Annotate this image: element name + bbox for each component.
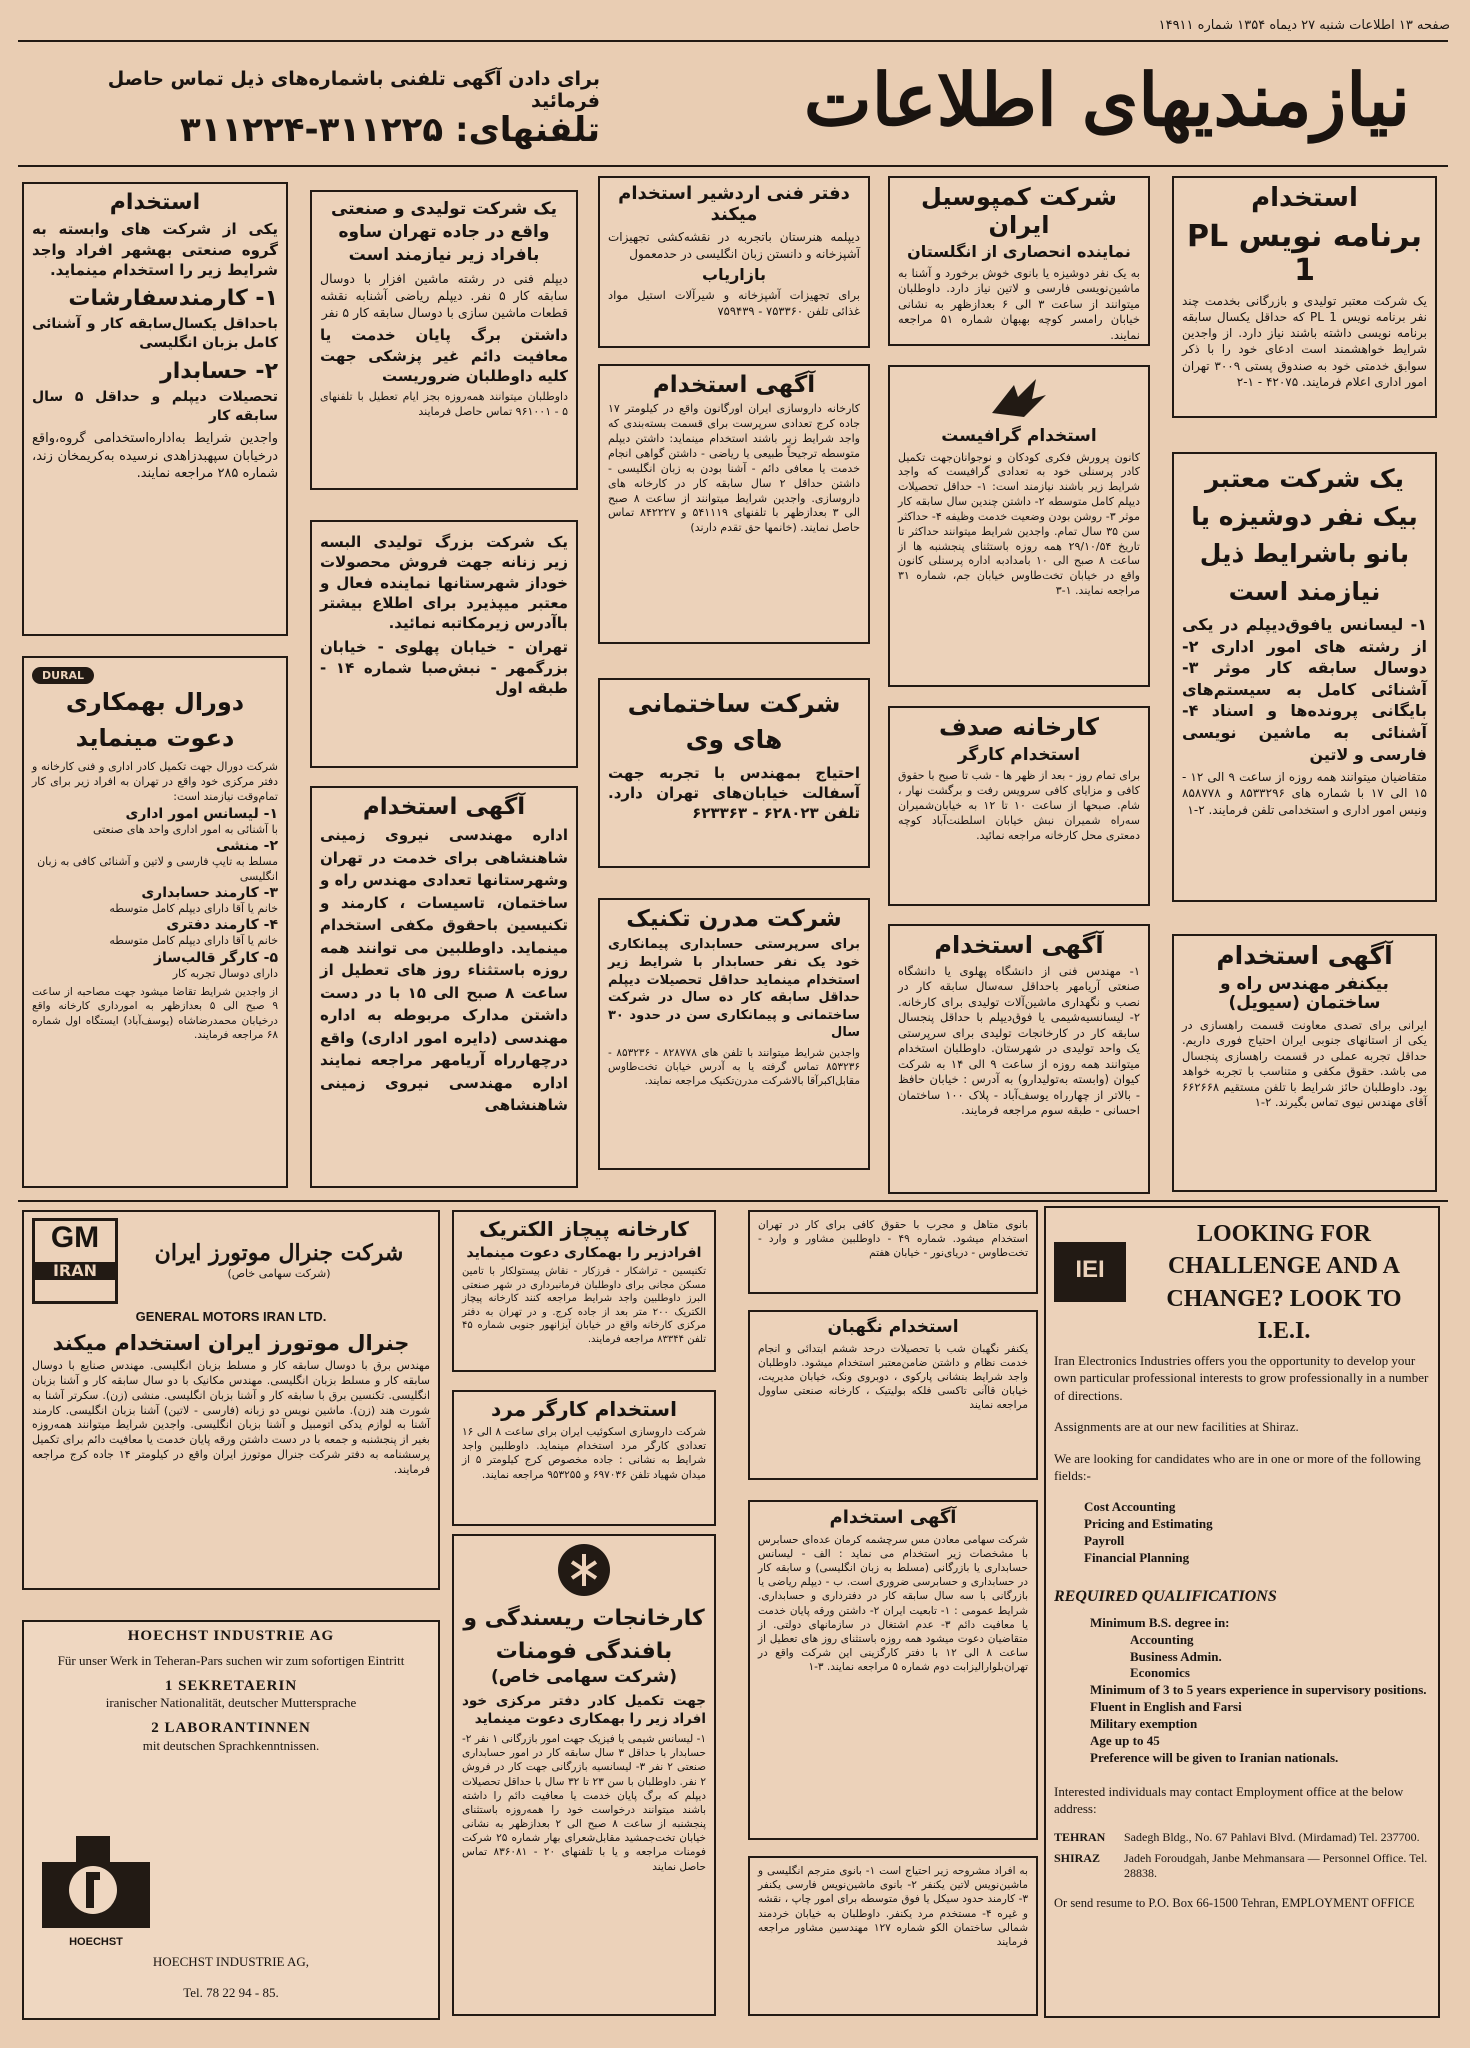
ad-general-motors-iran xyxy=(22,1210,440,1590)
iei-requirements xyxy=(1090,1615,1430,1767)
list-item: ۴- کارمند دفتری xyxy=(166,917,278,934)
ad-subtitle: نماینده انحصاری از انگلستان xyxy=(907,242,1131,262)
ad-intro: جهت تکمیل کادر دفتر مرکزی خود افراد زیر را بهمکاری دعوت مینماید xyxy=(462,1692,706,1727)
list-item: ۵- کارگر قالب‌ساز xyxy=(154,949,278,966)
ad-title: آگهی استخدام xyxy=(1216,941,1393,970)
ad-subtitle: بیکنفر مهندس راه و ساختمان (سیویل) xyxy=(1220,973,1389,1014)
gm-brand-sub: (شرکت سهامی خاص) xyxy=(227,1266,331,1280)
ad-body: بانوی متاهل و مجرب با حقوق کافی برای کار در تهران استخدام میشود. شماره ۴۹ - داوطلبین مشاور و وارد - تخت‌طاوس - دریای‌نور - خیابان هفتم xyxy=(758,1219,1028,1260)
requirement-item: Economics xyxy=(1130,1665,1190,1681)
iei-logo: IEI xyxy=(1054,1242,1126,1302)
list-item: خانم یا آقا دارای دیپلم کامل متوسطه xyxy=(109,901,278,915)
running-header: صفحه ۱۳ اطلاعات شنبه ۲۷ دیماه ۱۳۵۴ شماره ۱۴۹۱۱ xyxy=(1158,18,1450,33)
ad-body: یکی از شرکت های وابسته به گروه صنعتی بهشهر افراد واجد شرایط زیر را استخدام مینماید. xyxy=(32,220,278,279)
iei-assignment: Assignments are at our new facilities at Shiraz. xyxy=(1054,1419,1299,1435)
gm-header xyxy=(32,1218,430,1304)
contact-line: برای دادن آگهی تلفنی باشماره‌های ذیل تماس حاصل فرمائید xyxy=(107,68,600,112)
ad-body: ۱- لیسانس یافوق‌دیپلم در یکی از رشته های امور اداری ۲- دوسال سابقه کار موثر ۳- آشنائی کامل به سیستم‌های بایگانی پرونده‌ها و اسناد ۴- آشنائی به ماشین نویسی فارسی و لاتین xyxy=(1182,615,1427,764)
ad-body: دیپلمه هنرستان باتجربه در نقشه‌کشی تجهیزات آشپزخانه و دانستن زبان انگلیسی در حدمعمول xyxy=(608,230,860,261)
ad-title: آگهی استخدام xyxy=(362,794,526,820)
requirement-item: Minimum B.S. degree in: xyxy=(1090,1614,1230,1630)
ad-keyvan-company xyxy=(888,924,1150,1194)
ad-consulting-engineers xyxy=(748,1856,1038,2016)
field-item: Payroll xyxy=(1084,1532,1125,1548)
ad-reputable-company xyxy=(1172,452,1437,902)
ad-title: دورال بهمکاری دعوت مینماید xyxy=(65,688,245,752)
ad-title: استخدام گرافیست xyxy=(941,426,1097,446)
ad-body: کانون پرورش فکری کودکان و نوجوانان‌جهت تکمیل کادر پرسنلی خود به تعدادی گرافیست که واجد شرایط زیر باشند نیازمند است: ۱- حداقل تحصیلات دیپلم کامل متوسطه ۲- داشتن چندین سال سابقه کار موثر ۳- روشن بودن وضعیت خدمت وظیفه ۴- حداکثر سن ۳۵ سال تمام. واجدین شرایط میتوانند حداکثر تا تاریخ ۲۹/۱۰/۵۴ همه روزه باستثنای پنجشنبه ها از ساعت ۸ صبح الی ۱۰ بامدادبه اداره پرسنلی کانون واقع در خیابان تخت‌طاوس خیابان جم، شماره ۳۱ مراجعه نمایند. ۱-۳ xyxy=(898,450,1140,598)
gm-brand-en: GENERAL MOTORS IRAN LTD. xyxy=(135,1309,327,1324)
gm-logo-iran: IRAN xyxy=(35,1262,115,1280)
position-title: 1 SEKRETAERIN xyxy=(164,1678,298,1695)
ad-body: تکنیسین - تراشکار - فرزکار - نقاش پیستولکار با تامین مسکن مجانی برای داوطلبان فرمانبرداری در شهر صنعتی البرز داوطلبین واجد شرایط مراجعه کنند کارخانه پیچاز الکتریک ۲۰۰ متر بعد از جاده کرج. و در تهران به دفتر مرکزی کارخانه واقع در خیابان آیزانهور جنوبی شماره ۴۵ تلفن ۸۳۳۴۴ مراجعه فرمایند. xyxy=(462,1266,706,1345)
header-rule xyxy=(18,40,1448,42)
ad-sadaf-factory xyxy=(888,706,1150,906)
ad-fomenat-textile xyxy=(452,1534,716,2016)
ad-title: کارخانجات ریسندگی و بافندگی فومنات xyxy=(463,1606,705,1664)
ad-title: HOECHST INDUSTRIE AG xyxy=(127,1628,335,1644)
list-item: ۱- لیسانس امور اداری xyxy=(125,805,278,822)
ad-list xyxy=(32,805,278,982)
ad-industrial-company xyxy=(310,190,578,490)
ad-title: استخدام xyxy=(109,190,201,215)
ad-body: شرکت دورال جهت تکمیل کادر اداری و فنی کارخانه و دفتر مرکزی خود واقع در تهران به افراد زیر برای کار تمام‌وقت نیازمند است: xyxy=(32,760,278,803)
ad-contact: برای تجهیزات آشپزخانه و شیرآلات استیل مواد غذائی تلفن ۷۵۳۳۶۰ - ۷۵۹۴۳۹ xyxy=(608,288,860,318)
list-item: خانم یا آقا دارای دیپلم کامل متوسطه xyxy=(109,934,278,948)
ad-subtitle: افرادزیر را بهمکاری دعوت مینماید xyxy=(466,1245,702,1261)
iei-shiraz xyxy=(1054,1851,1430,1881)
ad-married-woman xyxy=(748,1210,1038,1294)
masthead-rule xyxy=(18,165,1448,167)
list-item: با آشنائی به امور اداری واحد های صنعتی xyxy=(92,822,278,836)
office-label: SHIRAZ xyxy=(1054,1850,1101,1865)
hoechst-tower-icon xyxy=(36,1832,156,1932)
gm-logo xyxy=(32,1218,118,1304)
section-rule xyxy=(18,1200,1448,1202)
requirement-item: Military exemption xyxy=(1090,1716,1198,1732)
ad-item: ۱- کارمندسفارشات xyxy=(68,286,278,312)
ad-title: کارخانه پیچاز الکتریک xyxy=(479,1217,689,1241)
bird-logo-icon xyxy=(984,373,1054,423)
hoechst-logo-text: HOECHST xyxy=(69,1936,123,1948)
list-item: ۳- کارمند حسابداری xyxy=(141,884,278,901)
ad-title: آگهی استخدام xyxy=(934,931,1104,959)
company-name: HOECHST INDUSTRIE AG, xyxy=(152,1954,310,1970)
list-item: دارای دوسال تجربه کار xyxy=(172,966,278,980)
requirement-item: Fluent in English and Farsi xyxy=(1090,1699,1242,1715)
ad-iran-electronics-industries xyxy=(1044,1206,1440,2018)
ad-subtitle: استخدام کارگر xyxy=(957,744,1081,765)
ad-body: به یک نفر دوشیزه یا بانوی خوش برخورد و آشنا به ماشین‌نویسی فارسی و لاتین نیاز دارد. داوطلبان میتوانند از ساعت ۳ الی ۶ بعدازظهر به نشانی خیابان رامسر کوچه بهبهان شماره ۵۱ مراجعه نمایند. xyxy=(898,265,1140,342)
position-title: 2 LABORANTINNEN xyxy=(151,1720,311,1737)
ad-subtitle: بازاریاب xyxy=(701,264,766,284)
ad-body: احتیاج بمهندس با تجربه جهت آسفالت خیابان‌ها‌ی تهران دارد. تلفن ۶۲۸۰۲۳ - ۶۲۳۳۶۳ xyxy=(608,763,860,822)
ad-subtitle: برنامه نویس PL 1 xyxy=(1187,218,1422,289)
ad-contact: واجدین شرایط به‌اداره‌استخدامی گروه،واقع درخیابان سپهبدزاهدی نرسیده به‌کریمخان زند، شماره ۲۸۵ مراجعه نمایند. xyxy=(32,431,278,482)
ad-title: آگهی استخدام xyxy=(652,372,816,398)
ad-night-guard xyxy=(748,1310,1038,1480)
field-item: Cost Accounting xyxy=(1084,1498,1176,1514)
ad-contact: داوطلبان میتوانند همه‌روزه بجز ایام تعطیل با تلفنهای ۵ - ۹۶۱۰۰۱ تماس حاصل فرمایند xyxy=(320,390,568,419)
ad-item-desc: تحصیلات دیپلم و حداقل ۵ سال سابقه کار xyxy=(32,389,279,425)
hoechst-text xyxy=(32,1628,430,1754)
ad-army-engineering xyxy=(310,786,578,1188)
requirement-item: Preference will be given to Iranian nationals. xyxy=(1090,1749,1339,1765)
iei-resume: Or send resume to P.O. Box 66-1500 Tehran, EMPLOYMENT OFFICE xyxy=(1054,1895,1415,1910)
ad-title: استخدام xyxy=(1251,183,1358,213)
ad-hayvi-construction xyxy=(598,678,870,868)
ad-title: یک شرکت معتبر بیک نفر دوشیزه یا بانو باشرایط ذیل نیازمند است xyxy=(1191,464,1418,606)
ad-contact: از واجدین شرایط تقاضا میشود جهت مصاحبه از ساعت ۹ صبح الی ۵ بعدازظهر به امورداری کارخانه واقع درخیابان محمدرضاشاه (یوسف‌آباد) ایستگاه اول شماره ۶۸ مراجعه فرمایند. xyxy=(32,986,278,1041)
field-item: Pricing and Estimating xyxy=(1084,1515,1213,1531)
iei-headline: LOOKING FOR CHALLENGE AND A CHANGE? LOOK TO I.E.I. xyxy=(1166,1221,1402,1345)
ad-body: کارخانه داروسازی ایران اورگانون واقع در کیلومتر ۱۷ جاده کرج تعدادی سرپرست برای قسمت بسته‌بندی که واجد شرایط زیر باشند استخدام مینماید: داشتن دیپلم متوسطه ترجیحاً طبیعی یا ریاضی - داشتن گواهی انجام خدمت یا معافی دائم - آشنا بودن به زبان انگلیسی - داشتن حداقل ۲ سال سابقه کار در کارخانه های داروسازی. واجدین شرایط میتوانند از ساعت ۸ صبح الی ۳ بعدازظهر با تلفنهای ۵۴۱۱۱۹ و ۸۴۲۲۲۷ تماس حاصل نمایند. (خانمها حق تقدم دارند) xyxy=(608,402,861,535)
ad-organon-pharma xyxy=(598,364,870,644)
office-address: Jadeh Foroudgah, Janbe Mehmansara — Personnel Office. Tel. 28838. xyxy=(1124,1850,1428,1880)
list-item: ۲- منشی xyxy=(215,838,278,855)
ad-body: ایرانی برای تصدی معاونت قسمت راهسازی در یکی از استانهای جنوبی ایران احتیاج فوری داریم. حداقل تجربه عملی در قسمت راهسازی پنجسال می باشد. حقوق مکفی و متناسب با تجربه خواهد بود. داوطلبان حائز شرایط با تلفن مستقیم ۶۶۲۶۶۸ آقای مهندس نیوی تماس بگیرند. ۲-۱ xyxy=(1182,1017,1427,1110)
ad-body: به افراد مشروحه زیر احتیاج است ۱- بانوی مترجم انگلیسی و ماشین‌نویس لاتین یکنفر ۲- بانوی ماشین‌نویس فارسی یکنفر ۳- کارمند حدود سیکل یا فوق متوسطه برای امور چاپ ، نقشه و غیره ۴- مستخدم مرد یکنفر. داوطلبان به خیابان خردمند شمالی ساختمان الکو شماره ۱۲۷ مهندسین مشاور مراجعه فرمایند xyxy=(758,1865,1029,1948)
requirement-item: Business Admin. xyxy=(1130,1648,1222,1664)
iei-fields xyxy=(1084,1499,1430,1567)
ad-graphic-designer xyxy=(888,365,1150,687)
position-desc: iranischer Nationalität, deutscher Muttersprache xyxy=(105,1695,357,1711)
dural-logo-text: DURAL xyxy=(32,667,94,684)
iei-header xyxy=(1054,1214,1430,1348)
ad-body: برای تمام روز - بعد از ظهر ها - شب تا صبح با حقوق کافی و مزایای کافی سرویس رفت و برگشت نهار ، شام. صبحها از ساعت ۱۰ تا ۱۲ به خیابان‌شمیران سه‌راه شمیران نبش خیابان ‌اسلطنت‌آباد کوچه دمعتری محل کارخانه مراجعه نمائید. xyxy=(898,769,1140,842)
hoechst-footer xyxy=(36,1954,426,2002)
ad-title: شرکت مدرن تکنیک xyxy=(626,906,842,932)
iei-contact: Interested individuals may contact Employment office at the below address: xyxy=(1054,1783,1404,1817)
ad-contact: واجدین شرایط میتوانند با تلفن های ۸۲۸۷۷۸ - ۸۵۳۲۳۶ - ۸۵۳۲۳۶ تماس گرفته یا به آدرس خیابان تخت‌طاوس مقابل‌اکبرآقا بالاشرکت مدرن‌تکنیک مراجعه نمایند. xyxy=(608,1046,860,1088)
dural-logo xyxy=(32,664,278,684)
ad-body: برای سرپرستی حسابداری پیمانکاری خود یک نفر حسابدار با شرایط زیر استخدام مینماید حداقل تحصیلات دیپلم حداقل سابقه کار ده سال در شرکت ساختمانی و پیمانکاری سن در حدود ۳۰ سال xyxy=(608,937,860,1041)
ad-requirement: داشتن برگ پایان خدمت یا معافیت دائم غیر پزشکی جهت کلیه داوطلبان ضروریست xyxy=(320,326,568,385)
masthead-title: نیازمندیهای اطلاعات xyxy=(803,57,1410,142)
list-item: مسلط به تایپ فارسی و لاتین و آشنائی کافی به زبان انگلیسی xyxy=(37,855,278,883)
gm-brand-name: شرکت جنرال موتورز ایران xyxy=(154,1240,404,1267)
ad-item: ۲- حسابدار xyxy=(160,359,278,385)
ad-body: ۱- مهندس فنی از دانشگاه پهلوی یا دانشگاه صنعتی آریامهر باحداقل سه‌سال سابقه کار در نصب و نگهداری ماشین‌آلات تولیدی برای کارخانه. ۲- لیسانسیه‌شیمی یا فوق‌دیپلم با حداقل پنجسال سابقه کار در کارخانجات تولیدی برای سرپرستی یک واحد تولیدی در شهرستان. داوطلبان استخدام میتوانند همه روزه از ساعت ۹ الی ۱۴ به شرکت کیوان (وابسته به‌تولیدارو) به آدرس : خیابان حافظ - بالاتر از چهارراه یوسف‌آباد - پلاک ۱۰۰ ساختمان احسانی - طبقه سوم مراجعه فرمایند. xyxy=(898,963,1140,1118)
ad-body: شرکت داروسازی اسکوئیب ایران برای ساعت ۸ الی ۱۶ تعدادی کارگر مرد استخدام مینماید. داوطلبین واجد شرایط به نشانی : جاده مخصوص کرج کیلومتر ۵ از میدان شهیاد تلفن ۶۹۷۰۳۶ و ۹۵۳۲۵۵ مراجعه نمایند. xyxy=(462,1426,706,1481)
ad-item-desc: باحداقل یکسال‌سابقه کار و آشنائی کامل بزبان انگلیسی xyxy=(32,316,278,352)
ad-body: دیپلم فنی در رشته ماشین افزار با دوسال سابقه کار ۵ نفر. دیپلم ریاضی آشنابه نقشه قطعات ماشین سازی با دوسال سابقه کار ۵ نفر xyxy=(320,270,568,320)
iei-requirements-title: REQUIRED QUALIFICATIONS xyxy=(1054,1588,1277,1606)
gm-logo-text: GM xyxy=(50,1221,100,1254)
ad-body: شرکت سهامی معادن مس سرچشمه کرمان عده‌ای حسابرس با مشخصات زیر استخدام می نماید : الف - لیسانس حسابداری یا بازرگانی (مسلط به زبان انگلیسی) و سابقه کار در حسابداری و حسابرسی ضروری است. ب - دیپلم ریاضی یا بازرگانی با سه سال سابقه کار در دفترداری و حسابداری. شرایط عمومی : ۱- تابعیت ایران ۲- داشتن ورقه پایان خدمت یا معافیت دائم ۳- عدم اشتغال در سازمانهای دولتی. از متقاضیان دعوت میشود همه روزه باستثنای روز های تعطیل از ساعت ۸ الی ۱۲ با دفتر کارگزینی این شرکت واقع در تهران‌بلوار‌الیزابت دوم شماره ۵ مراجعه نمایند. ۳-۱ xyxy=(758,1533,1029,1674)
iei-tehran xyxy=(1054,1830,1430,1845)
ad-male-worker xyxy=(452,1390,716,1526)
ad-civil-engineer xyxy=(1172,934,1437,1192)
ad-subtitle: (شرکت سهامی خاص) xyxy=(490,1667,678,1687)
ad-ardeshir-technical-office xyxy=(598,176,870,348)
ad-body: یک شرکت بزرگ تولیدی البسه زیر زنانه جهت فروش محصولات خوداز شهرستانها نماینده فعال و معتبر میپذیرد برای اطلاع بیشتر باآدرس زیرمکاتبه نمائید. xyxy=(320,533,568,632)
ad-title: شرکت ساختمانی های وی xyxy=(627,689,841,755)
ad-body: اداره مهندسی نیروی زمینی شاهنشاهی برای خدمت در تهران وشهرستانها تعدادی مهندس راه و ساختمان، تاسیسات ، کارمند و تکنیسین باحقوق مکفی استخدام مینماید. داوطلبین می توانند همه روزه باستثناء روز های تعطیل از ساعت ۸ صبح الی ۱۵ با در دست داشتن مدارک مربوطه به اداره مهندسی (دایره امور اداری) واقع درچهارراه آریامهر مراجعه نمایند اداره مهندسی نیروی زمینی شاهنشاهی xyxy=(320,826,569,1115)
ad-address: تهران - خیابان پهلوی - خیابان بزرگمهر - نبش‌صبا شماره ۱۴ - طبقه اول xyxy=(320,638,568,697)
ad-composil-iran xyxy=(888,176,1150,346)
office-address: Sadegh Bldg., No. 67 Pahlavi Blvd. (Mirdamad) Tel. 237700. xyxy=(1124,1829,1420,1844)
ad-title: آگهی استخدام xyxy=(829,1507,957,1528)
phone-numbers: تلفنهای: ۳۱۱۲۲۵-۳۱۱۲۲۴ xyxy=(180,110,600,150)
ad-title: کارخانه صدف xyxy=(939,713,1099,741)
ad-intro: Für unser Werk in Teheran-Pars suchen wir zum sofortigen Eintritt xyxy=(57,1653,405,1669)
ad-body: یک شرکت معتبر تولیدی و بازرگانی بخدمت چند نفر برنامه نویس PL 1 که حداقل یکسال سابقه برنامه نویسی داشته باشند نیاز دارد. از واجدین شرایط خواهشمند است ادعای خود را با ذکر سوابق خدمتی خود به صندوق پستی ۳۰۰۹ تهران امور اداری اعلام فرمایند. ۴۲۰۷۵ - ۱-۲ xyxy=(1182,293,1427,389)
requirement-item: Age up to 45 xyxy=(1090,1733,1160,1749)
position-desc: mit deutschen Sprachkenntnissen. xyxy=(142,1737,320,1753)
ad-body: یکنفر نگهبان شب با تحصیلات درحد ششم ابتدائی و انجام خدمت نظام و داشتن ضامن‌معتبر استخدام میشود. داوطلبان واجد شرایط بنشانی پارکوی ، دوبروی ونک، خیابان مدیریت، خیابان قاآنی تاکسی فلکه بولیتیک ، کارخانه صنعتی ساوول مراجعه نمایند xyxy=(758,1342,1028,1412)
requirement-item: Minimum of 3 to 5 years experience in supervisory positions. xyxy=(1090,1682,1427,1698)
hoechst-logo xyxy=(36,1832,156,1952)
office-label: TEHRAN xyxy=(1054,1829,1106,1844)
ad-dural xyxy=(22,656,288,1188)
ad-pichaz-electric xyxy=(452,1210,716,1372)
ad-body: مهندس برق با دوسال سابقه کار و مسلط بزبان انگلیسی. مهندس صنایع با دوسال سابقه کار و مسلط بزبان انگلیسی. مهندس مکانیک با دو سال سابقه کار و آشنا بزبان انگلیسی. تکنسین برق با سابقه کار و آشنا بزبان انگلیسی. منشی (زن). سکرتر آشنا به شورت هند (زن). ماشین نویس دو زبانه (فارسی - لاتین) آشنا بزبان انگلیسی. کارمند آشنا به لوازم یدکی اتومبیل و آشنا بزبان انگلیسی. واجدین شرایط میتوانند همه‌روزه بغیر از پنجشنبه و جمعه با در دست داشتن ورقه پایان خدمت یا معافیت دائم برای تکمیل پرسشنامه به دفتر شرکت جنرال موتورز ایران واقع در کیلومتر ۱۴ جاده کرج مراجعه فرمایند. xyxy=(32,1359,430,1476)
ad-body: ۱- لیسانس شیمی یا فیزیک جهت امور بازرگانی ۱ نفر ۲- حسابدار با حداقل ۳ سال سابقه کار در امور حسابداری صنعتی ۲ نفر ۳- لیسانسیه بازرگانی جهت کار در فروش ۲ نفر. داوطلبان با سن ۲۳ تا ۳۲ سال با حداقل تحصیلات دیپلم که برگ پایان خدمت یا معافیت دائم را داشته باشند میتوانند درخواست خود را همه‌روزه باستثنای پنجشنبه از ساعت ۸ صبح الی ۲ بعدازظهر به نشانی خیابان تخت‌جمشید مقابل‌شعرای بهار شماره ۲۵ شرکت فومنات مراجعه و یا با تلفنهای ۲۰ - ۸۳۶۰۸۱ تماس حاصل نمایند xyxy=(462,1732,707,1873)
ad-behshahr-group xyxy=(22,182,288,636)
gm-brand xyxy=(128,1241,430,1281)
ad-title: یک شرکت تولیدی و صنعتی واقع در جاده تهران ساوه بافراد زیر نیازمند است xyxy=(330,199,558,265)
ad-title: استخدام نگهبان xyxy=(827,1317,959,1337)
ad-hoechst xyxy=(22,1620,440,2020)
ad-title: شرکت کمپوسیل ایران xyxy=(921,183,1117,239)
knot-logo-icon xyxy=(556,1542,612,1598)
ad-contact: متقاضیان میتوانند همه روزه از ساعت ۹ الی ۱۲ - ۱۵ الی ۱۷ با شماره های ۸۵۳۳۲۹۶ و ۸۵۸۷۷۸ ونیس امور اداری و استخدامی تلفن فرمایند. ۲-۱ xyxy=(1182,770,1427,817)
ad-lingerie-company xyxy=(310,520,578,768)
iei-looking: We are looking for candidates who are in one or more of the following fields:- xyxy=(1054,1450,1421,1484)
telephone: Tel. 78 22 94 - 85. xyxy=(183,1985,279,2001)
ad-title: جنرال موتورز ایران استخدام میکند xyxy=(52,1330,410,1355)
iei-intro: Iran Electronics Industries offers you the opportunity to develop your own particular professional interests to grow professionally in a number of directions. xyxy=(1054,1352,1429,1403)
ad-programmer xyxy=(1172,176,1437,418)
ad-modern-technique xyxy=(598,898,870,1170)
requirement-item: Accounting xyxy=(1130,1631,1194,1647)
field-item: Financial Planning xyxy=(1084,1549,1190,1565)
ad-sarcheshmeh-copper xyxy=(748,1500,1038,1840)
ad-title: دفتر فنی اردشیر استخدام میکند xyxy=(618,183,850,225)
ad-title: استخدام کارگر مرد xyxy=(491,1397,677,1421)
